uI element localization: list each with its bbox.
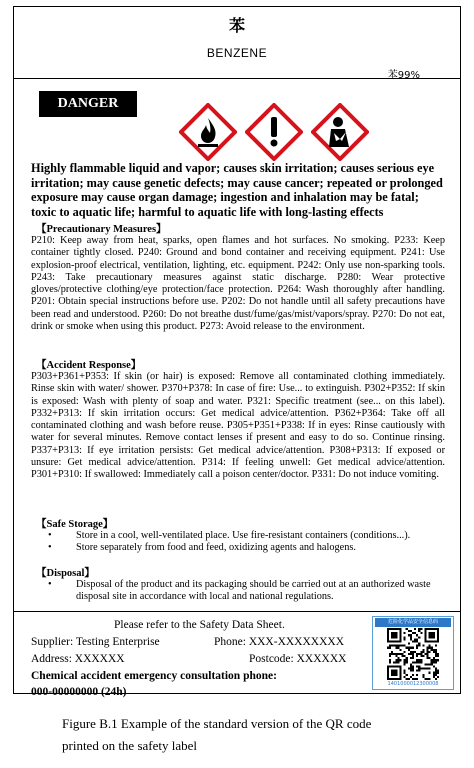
list-item: • Store in a cool, well-ventilated place. Use fire-resistant containers (conditions...). xyxy=(48,530,411,541)
exclamation-mark-pictogram-icon xyxy=(245,103,303,161)
health-hazard-pictogram-icon xyxy=(311,103,369,161)
flame-pictogram-icon xyxy=(179,103,237,161)
qr-id: 1401000012300008 xyxy=(387,681,439,687)
purity-label: 苯99% xyxy=(387,70,420,81)
chemical-name-english: BENZENE xyxy=(206,46,268,60)
disposal-heading: 【Disposal】 xyxy=(36,568,95,579)
qr-code-panel[interactable] xyxy=(372,616,454,690)
chemical-name-chinese: 苯 xyxy=(228,16,245,35)
figure-caption-line2: printed on the safety label xyxy=(62,738,198,753)
bullet-icon: • xyxy=(48,530,52,541)
qr-code-icon xyxy=(384,628,442,680)
bullet-icon: • xyxy=(48,579,52,590)
supplier-postcode: Postcode: XXXXXX xyxy=(249,653,347,665)
signal-word-badge: DANGER xyxy=(39,91,137,117)
safe-storage-list xyxy=(31,530,445,555)
figure-caption-line1: Figure B.1 Example of the standard version of the QR code xyxy=(62,716,372,731)
header-divider xyxy=(14,78,460,79)
safe-storage-heading: 【Safe Storage】 xyxy=(36,519,114,530)
supplier-name: Supplier: Testing Enterprise xyxy=(31,636,160,648)
qr-title: 危险化学品安全信息码 xyxy=(375,618,451,627)
list-item: • Store separately from food and feed, oxidizing agents and halogens. xyxy=(48,542,356,554)
accident-response-heading: 【Accident Response】 xyxy=(36,360,142,371)
accident-response-text: P303+P361+P353: If skin (or hair) is exposed: Remove all contaminated clothing immediately. Rinse skin with water/ shower. P370+P378: In case of fire: Use... to extinguish. P302+P352: If skin is exposed: Wash with plenty of soap and water. P321: Specific treatment (see... on this label). P332+P313: If skin irritation occurs: Get medical advice/attention. P362+P364: Take off all contaminated clothing and wash before reuse. P305+P351+P338: If in eyes: Rinse cautiously with water for several minutes. Remove contact lenses if present and easy to do so. Continue rinsing. P337+P313: If eye irritation persists: Get medical advice/attention. P308+P313: If exposed or unsure: Get medical advice/attention. P314: If feeling unwell: Get medical advice/attention. P301+P310: If swallowed: Immediately call a poison center/doctor. P331: Do not induce vomiting. xyxy=(31,371,445,481)
list-item: • Disposal of the product and its packaging should be carried out at an authorized waste disposal site in accordance with local and national regulations. xyxy=(48,579,431,603)
supplier-phone: Phone: XXX-XXXXXXXX xyxy=(214,636,345,648)
ghs-pictograms xyxy=(179,103,369,161)
hazard-statement: Highly flammable liquid and vapor; causes skin irritation; causes serious eye irritation; may cause genetic defects; may cause cancer; repeated or prolonged exposure may cause organ damage; ingestion and inhalation may be fatal; toxic to aquatic life; harmful to aquatic life with long-lasting effects xyxy=(31,161,443,219)
bullet-icon: • xyxy=(48,542,52,554)
footer-divider xyxy=(14,611,460,612)
emergency-phone: 000-00000000 (24h) xyxy=(31,686,127,698)
emergency-label: Chemical accident emergency consultation phone: xyxy=(31,670,277,682)
precautionary-heading: 【Precautionary Measures】 xyxy=(36,224,167,235)
sds-note: Please refer to the Safety Data Sheet. xyxy=(114,619,285,631)
safety-label xyxy=(13,6,461,698)
supplier-address: Address: XXXXXX xyxy=(31,653,125,665)
precautionary-text: P210: Keep away from heat, sparks, open flames and hot surfaces. No smoking. P233: Keep container tightly closed. P240: Ground and bond container and receiving equipment. P241: Use explosion-proof electrical, ventilation, lighting, etc. equipment. P242: Only use non-sparking tools. P243: Take precautionary measures against static discharge. P280: Wear protective gloves/protective clothing/eye protection/face protection. P264: Wash thoroughly after handling. P201: Obtain special instructions before use. P202: Do not handle until all safety precautions have been read and understood. P260: Do not breathe dust/fume/gas/mist/vapors/spray. P270: Do not eat, drink or smoke when using this product. P273: Avoid release to the environment. xyxy=(31,235,445,333)
disposal-list xyxy=(31,579,445,604)
